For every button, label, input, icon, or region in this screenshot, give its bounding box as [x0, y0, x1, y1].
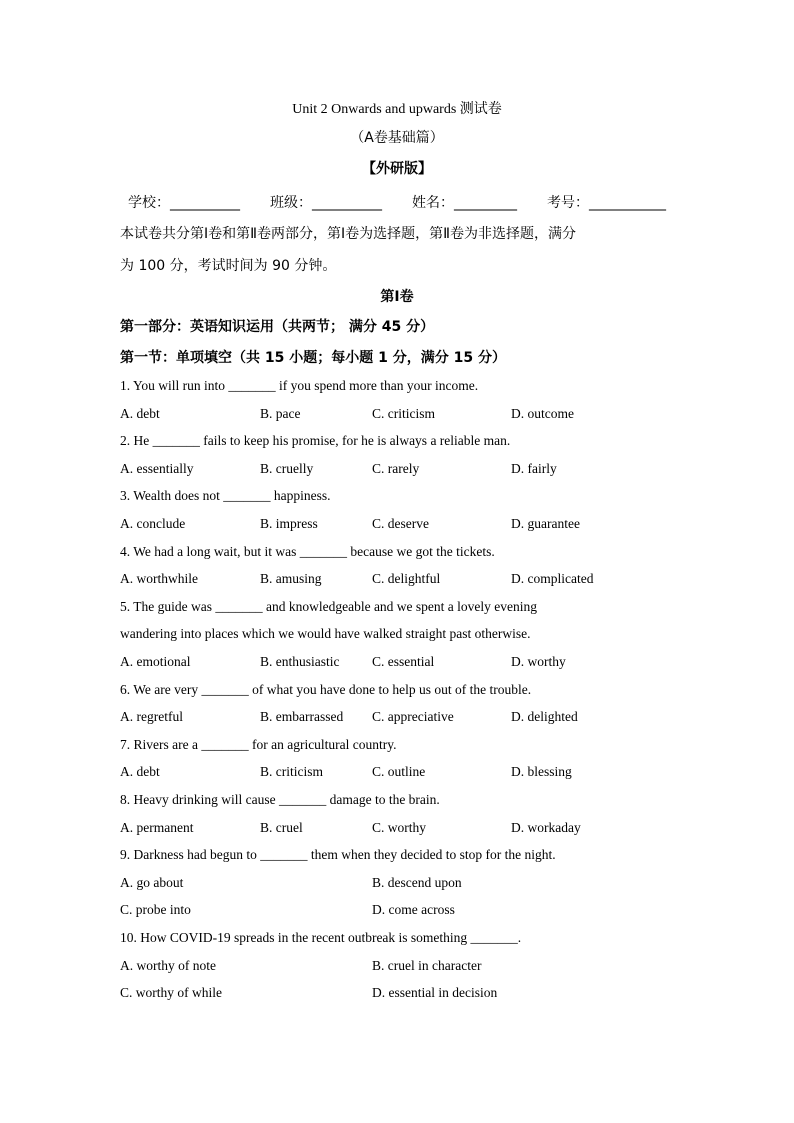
question-stem — [120, 599, 674, 615]
option-c[interactable]: C. delightful — [372, 571, 441, 586]
option-b[interactable]: B. pace — [260, 406, 301, 421]
number-field[interactable]: 考号：___________ — [547, 195, 666, 211]
option-b[interactable]: B. cruelly — [260, 461, 314, 476]
option-d[interactable]: D. come across — [372, 902, 455, 917]
option-b[interactable]: B. amusing — [260, 571, 322, 586]
option-a[interactable]: A. worthy of note — [120, 958, 216, 973]
option-c[interactable]: C. appreciative — [372, 709, 454, 724]
option-a[interactable]: A. debt — [120, 764, 160, 779]
exam-subtitle: （A卷基础篇） — [350, 130, 444, 146]
class-field[interactable]: 班级：__________ — [270, 195, 382, 211]
option-d[interactable]: D. outcome — [511, 406, 574, 421]
option-c[interactable]: C. worthy — [372, 820, 426, 835]
volume-heading: 第Ⅰ卷 — [380, 289, 414, 305]
option-a[interactable]: A. worthwhile — [120, 571, 198, 586]
option-c[interactable]: C. essential — [372, 654, 435, 669]
option-d[interactable]: D. blessing — [511, 764, 572, 779]
option-b[interactable]: B. criticism — [260, 764, 323, 779]
option-d[interactable]: D. fairly — [511, 461, 557, 476]
school-field[interactable]: 学校：__________ — [128, 195, 240, 211]
question-stem: 7. Rivers are a _______ for an agricultural country. — [120, 737, 397, 752]
option-b[interactable]: B. impress — [260, 516, 318, 531]
name-field[interactable]: 姓名：_________ — [412, 195, 517, 211]
option-b[interactable]: B. cruel — [260, 820, 303, 835]
option-d[interactable]: D. worthy — [511, 654, 566, 669]
option-c[interactable]: C. deserve — [372, 516, 429, 531]
option-b[interactable]: B. descend upon — [372, 875, 462, 890]
question-stem-text: 5. The guide was _______ and knowledgeable and we spent a lovely evening — [120, 599, 538, 614]
option-d[interactable]: D. delighted — [511, 709, 578, 724]
exam-instructions-line2: 为 100 分，考试时间为 90 分钟。 — [120, 258, 337, 274]
option-a[interactable]: A. go about — [120, 875, 184, 890]
option-b[interactable]: B. cruel in character — [372, 958, 482, 973]
option-c[interactable]: C. criticism — [372, 406, 435, 421]
option-d[interactable]: D. guarantee — [511, 516, 580, 531]
option-a[interactable]: A. emotional — [120, 654, 191, 669]
option-a[interactable]: A. debt — [120, 406, 160, 421]
subsection-heading: 第一节：单项填空（共 15 小题；每小题 1 分，满分 15 分） — [120, 350, 506, 366]
edition-label: 【外研版】 — [362, 161, 432, 177]
question-stem: 9. Darkness had begun to _______ them when they decided to stop for the night. — [120, 847, 556, 862]
section-heading: 第一部分：英语知识运用（共两节； 满分 45 分） — [120, 319, 435, 335]
question-stem-continued: wandering into places which we would have walked straight past otherwise. — [120, 626, 531, 641]
option-a[interactable]: A. regretful — [120, 709, 183, 724]
option-c[interactable]: C. probe into — [120, 902, 191, 917]
student-info-row — [120, 192, 666, 212]
option-c[interactable]: C. worthy of while — [120, 985, 222, 1000]
question-stem: 8. Heavy drinking will cause _______ damage to the brain. — [120, 792, 440, 807]
question-stem: 6. We are very _______ of what you have done to help us out of the trouble. — [120, 682, 532, 697]
option-c[interactable]: C. outline — [372, 764, 426, 779]
question-stem: 3. Wealth does not _______ happiness. — [120, 488, 331, 503]
option-a[interactable]: A. essentially — [120, 461, 194, 476]
option-d[interactable]: D. workaday — [511, 820, 581, 835]
question-stem: 10. How COVID-19 spreads in the recent outbreak is something _______. — [120, 930, 522, 945]
option-b[interactable]: B. embarrassed — [260, 709, 344, 724]
option-a[interactable]: A. permanent — [120, 820, 194, 835]
exam-title: Unit 2 Onwards and upwards 测试卷 — [292, 102, 502, 117]
question-stem: 4. We had a long wait, but it was _______ because we got the tickets. — [120, 544, 495, 559]
option-d[interactable]: D. complicated — [511, 571, 594, 586]
question-stem: 1. You will run into _______ if you spend more than your income. — [120, 378, 479, 393]
option-c[interactable]: C. rarely — [372, 461, 420, 476]
exam-instructions-line1: 本试卷共分第Ⅰ卷和第Ⅱ卷两部分，第Ⅰ卷为选择题，第Ⅱ卷为非选择题，满分 — [120, 226, 577, 242]
option-a[interactable]: A. conclude — [120, 516, 186, 531]
option-b[interactable]: B. enthusiastic — [260, 654, 340, 669]
question-stem: 2. He _______ fails to keep his promise, for he is always a reliable man. — [120, 433, 511, 448]
option-d[interactable]: D. essential in decision — [372, 985, 498, 1000]
